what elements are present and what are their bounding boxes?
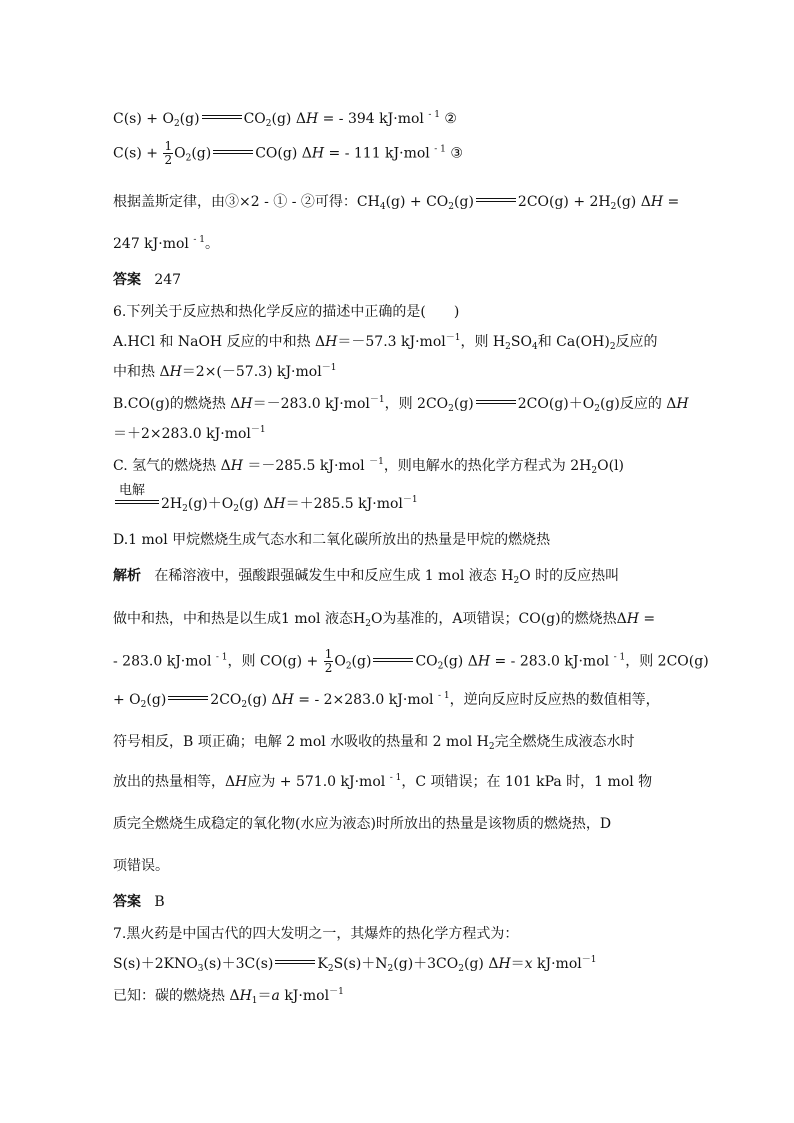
analysis-line7: 质完全燃烧生成稳定的氧化物(水应为液态)时所放出的热量是该物质的燃烧热，D bbox=[113, 816, 612, 832]
analysis-line1: 解析 在稀溶液中，强酸跟强碱发生中和反应生成 1 mol 液态 $H_2O$ 时的反应热叫 bbox=[113, 568, 620, 586]
option-c-line1: C. 氢气的燃烧热 ΔH ＝－285.5 kJ·mol $^{-1}$，则电解水的热化学方程式为 $2H_2O(l)$ bbox=[113, 457, 625, 476]
option-c-line2: 电解 $2H_2(g)+O_2(g)$ ΔH＝＋285.5 kJ·mol$^{-1}$ bbox=[113, 494, 418, 514]
answer-5 bbox=[113, 270, 181, 290]
option-a-line1: A.HCl 和 NaOH 反应的中和热 ΔH＝－57.3 kJ·mol$^{-1}$，则 $H_2SO_4$和 $Ca(OH)_2$反应的 bbox=[113, 333, 658, 352]
analysis-line2: 做中和热，中和热是以生成1 mol 液态$H_2O$为基准的，A项错误；CO(g)的燃烧热ΔH = bbox=[113, 611, 656, 629]
fraction-half: $\frac{1}{2}$ bbox=[324, 647, 333, 675]
fraction-half: $\frac{1}{2}$ bbox=[164, 139, 173, 167]
analysis-line8: 项错误。 bbox=[113, 858, 169, 874]
option-b-line1: B.CO(g)的燃烧热 ΔH＝－283.0 kJ·mol$^{-1}$，则 $2CO_2(g)$ $2CO(g)+O_2(g)$反应的 ΔH bbox=[113, 395, 689, 414]
question-7-equation: $S(s)+2KNO_3(s)+3C(s)$ $K_2S(s)+N_2(g)+3CO_2(g)$ ΔH＝x kJ·mol$^{-1}$ bbox=[113, 955, 597, 974]
question-7-known: 已知：碳的燃烧热 $\Delta H_1=a$ kJ·mol$^{-1}$ bbox=[113, 987, 344, 1006]
question-6-stem: 6.下列关于反应热和热化学反应的描述中正确的是( ) bbox=[113, 304, 460, 320]
analysis-line5: 符号相反，B 项正确；电解 2 mol 水吸收的热量和 2 mol $H_2$完全燃烧生成液态水时 bbox=[113, 734, 635, 752]
answer-label: 答案 bbox=[113, 272, 141, 288]
answer-label: 答案 bbox=[113, 894, 141, 910]
analysis-label: 解析 bbox=[113, 568, 141, 584]
question-7-stem: 7.黑火药是中国古代的四大发明之一，其爆炸的热化学方程式为： bbox=[113, 926, 519, 942]
answer-value: B bbox=[154, 894, 165, 910]
equation-3: C(s) + $\frac{1}{2}$ $O_2(g)$ CO(g) ΔH = - 111 kJ·mol $^{- 1}$ ③ bbox=[113, 139, 463, 167]
electrolysis-condition: 电解 bbox=[119, 483, 146, 498]
answer-value: 247 bbox=[154, 272, 182, 288]
option-a-line2: 中和热 ΔH＝2×(－57.3) kJ·mol$^{-1}$ bbox=[113, 363, 337, 380]
analysis-line6: 放出的热量相等，ΔH应为 + 571.0 kJ·mol $^{- 1}$，C 项错误；在 101 kPa 时，1 mol 物 bbox=[113, 773, 653, 790]
option-b-line2: ＝＋2×283.0 kJ·mol$^{-1}$ bbox=[113, 425, 266, 442]
analysis-line4: + $O_2(g)$ $2CO_2(g) \Delta H$ = - 2×283.0 kJ·mol $^{- 1}$，逆向反应时反应热的数值相等， bbox=[113, 691, 660, 710]
analysis-line3: - 283.0 kJ·mol $^{- 1}$，则 CO(g) + $\frac{1}{2}$ $O_2(g)$ $CO_2(g) \Delta H$ = - 283.0 kJ·mol $^{- 1}$，则 2CO(g) bbox=[113, 647, 709, 675]
option-d: D.1 mol 甲烷燃烧生成气态水和二氧化碳所放出的热量是甲烷的燃烧热 bbox=[113, 532, 551, 548]
hess-law-text: 根据盖斯定律，由③×2 - ① - ②可得：$CH_4(g) + CO_2(g) 2CO(g) + 2H_2(g) \Delta H$ = bbox=[113, 194, 680, 212]
answer-6 bbox=[113, 892, 165, 912]
equation-1: $C(s) + O_2(g)$ $CO_2(g) \Delta H$ = - 394 kJ·mol $^{- 1}$ ② bbox=[113, 110, 457, 129]
hess-law-result: 247 kJ·mol $^{- 1}$。 bbox=[113, 235, 219, 252]
